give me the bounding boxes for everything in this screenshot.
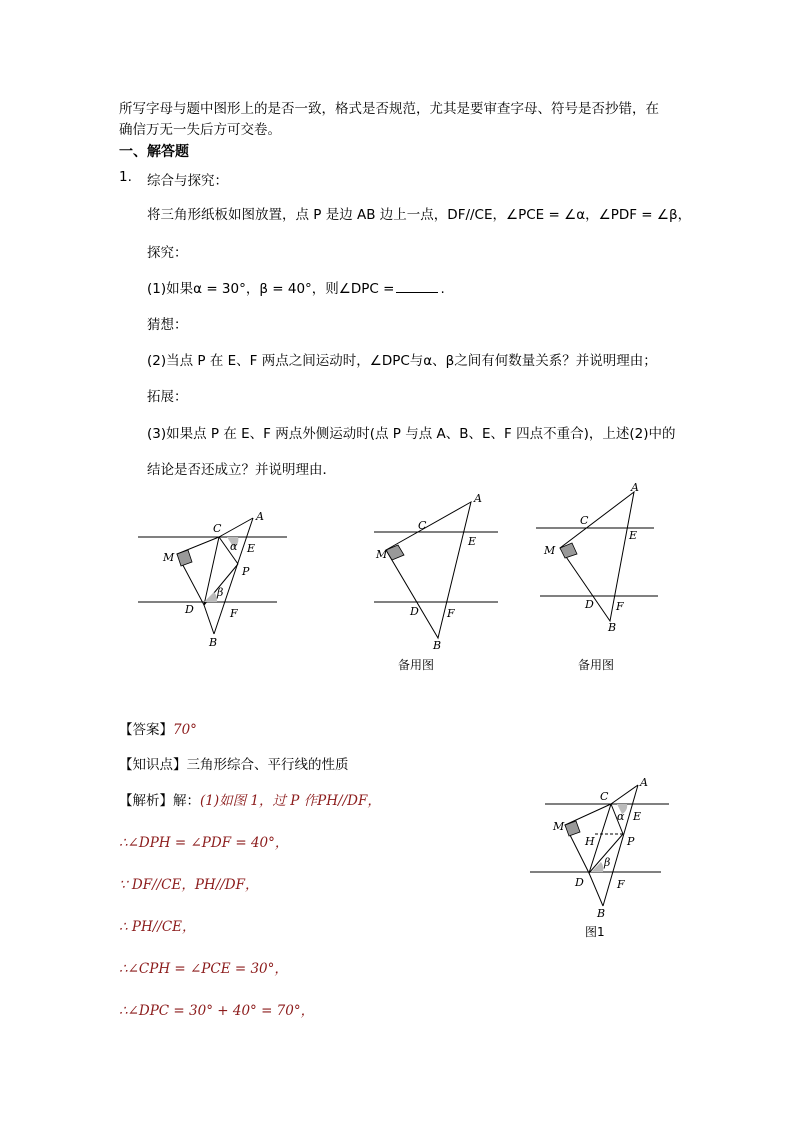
part-3-line-1: (3)如果点 P 在 E、F 两点外侧运动时(点 P 与点 A、B、E、F 四点不重合)，上述(2)中的	[147, 426, 676, 442]
label-B: B	[597, 907, 606, 920]
step-3: ∴ PH//CE，	[119, 919, 196, 935]
part-3-line-2: 结论是否还成立？并说明理由．	[147, 462, 336, 478]
backup-caption-2: 备用图	[578, 658, 615, 672]
label-E: E	[629, 529, 638, 542]
label-E: E	[247, 542, 256, 555]
knowledge-line	[119, 753, 349, 773]
backup-caption-1: 备用图	[398, 658, 435, 672]
label-B: B	[433, 639, 442, 652]
analysis-tag: 【解析】	[119, 793, 173, 809]
part-1	[147, 277, 445, 297]
label-D: D	[575, 876, 584, 889]
question-title: 综合与探究：	[147, 173, 228, 189]
label-A: A	[256, 510, 264, 523]
intro-line-2: 确信万无一失后方可交卷。	[119, 122, 281, 138]
backup-figure-2	[530, 478, 670, 675]
label-M: M	[163, 551, 175, 564]
backup-figure-1	[368, 490, 508, 675]
explore-label: 探究：	[147, 245, 188, 261]
label-C: C	[600, 790, 609, 803]
part-1-text: (1)如果α = 30°，β = 40°，则∠DPC =	[147, 281, 395, 297]
label-A: A	[474, 492, 482, 505]
answer-value: 70°	[173, 722, 197, 738]
label-beta: β	[604, 856, 611, 869]
label-P: P	[242, 565, 250, 578]
label-F: F	[230, 607, 238, 620]
step-2: ∵ DF//CE，PH//DF，	[119, 877, 259, 893]
question-number: 1.	[119, 169, 132, 185]
extend-label: 拓展：	[147, 389, 188, 405]
question-stem: 将三角形纸板如图放置，点 P 是边 AB 边上一点，DF//CE，∠PCE = ∠α，∠PDF = ∠β，	[147, 207, 692, 223]
answer-tag: 【答案】	[119, 722, 173, 738]
label-C: C	[418, 519, 427, 532]
solution-figure-1	[525, 770, 675, 942]
label-A: A	[631, 481, 639, 494]
label-F: F	[447, 607, 455, 620]
step-5: ∴∠DPC = 30° + 40° = 70°，	[119, 1003, 315, 1019]
label-D: D	[585, 598, 594, 611]
label-M: M	[544, 544, 556, 557]
knowledge-tag: 【知识点】	[119, 757, 187, 773]
section-title: 一、解答题	[119, 144, 189, 160]
fig1-caption: 图1	[585, 925, 605, 939]
label-F: F	[616, 600, 624, 613]
label-A: A	[640, 776, 648, 789]
label-D: D	[410, 605, 419, 618]
label-E: E	[633, 810, 642, 823]
label-F: F	[617, 878, 625, 891]
label-beta: β	[217, 586, 224, 599]
step-4: ∴∠CPH = ∠PCE = 30°，	[119, 961, 288, 977]
guess-label: 猜想：	[147, 317, 188, 333]
label-C: C	[580, 514, 589, 527]
analysis-first: (1)如图 1，过 P 作PH//DF，	[200, 793, 381, 809]
step-1: ∴∠DPH = ∠PDF = 40°，	[119, 835, 289, 851]
label-H: H	[585, 835, 595, 848]
label-alpha: α	[617, 810, 625, 823]
label-M: M	[376, 548, 388, 561]
answer-blank	[396, 279, 438, 293]
analysis-intro: 解：	[173, 793, 200, 809]
part-2: (2)当点 P 在 E、F 两点之间运动时，∠DPC与α、β之间有何数量关系？并说明理由；	[147, 353, 657, 369]
label-E: E	[468, 535, 477, 548]
part-1-end: .	[440, 281, 445, 297]
intro-line-1: 所写字母与题中图形上的是否一致，格式是否规范，尤其是要审查字母、符号是否抄错，在	[119, 101, 659, 117]
label-M: M	[553, 820, 565, 833]
knowledge-value: 三角形综合、平行线的性质	[186, 757, 349, 773]
label-C: C	[213, 522, 222, 535]
label-B: B	[209, 636, 218, 649]
label-D: D	[185, 603, 194, 616]
analysis-line	[119, 789, 381, 809]
label-alpha: α	[230, 540, 238, 553]
answer-line	[119, 718, 197, 738]
label-B: B	[608, 621, 617, 634]
main-figure	[130, 500, 300, 655]
label-P: P	[627, 835, 635, 848]
